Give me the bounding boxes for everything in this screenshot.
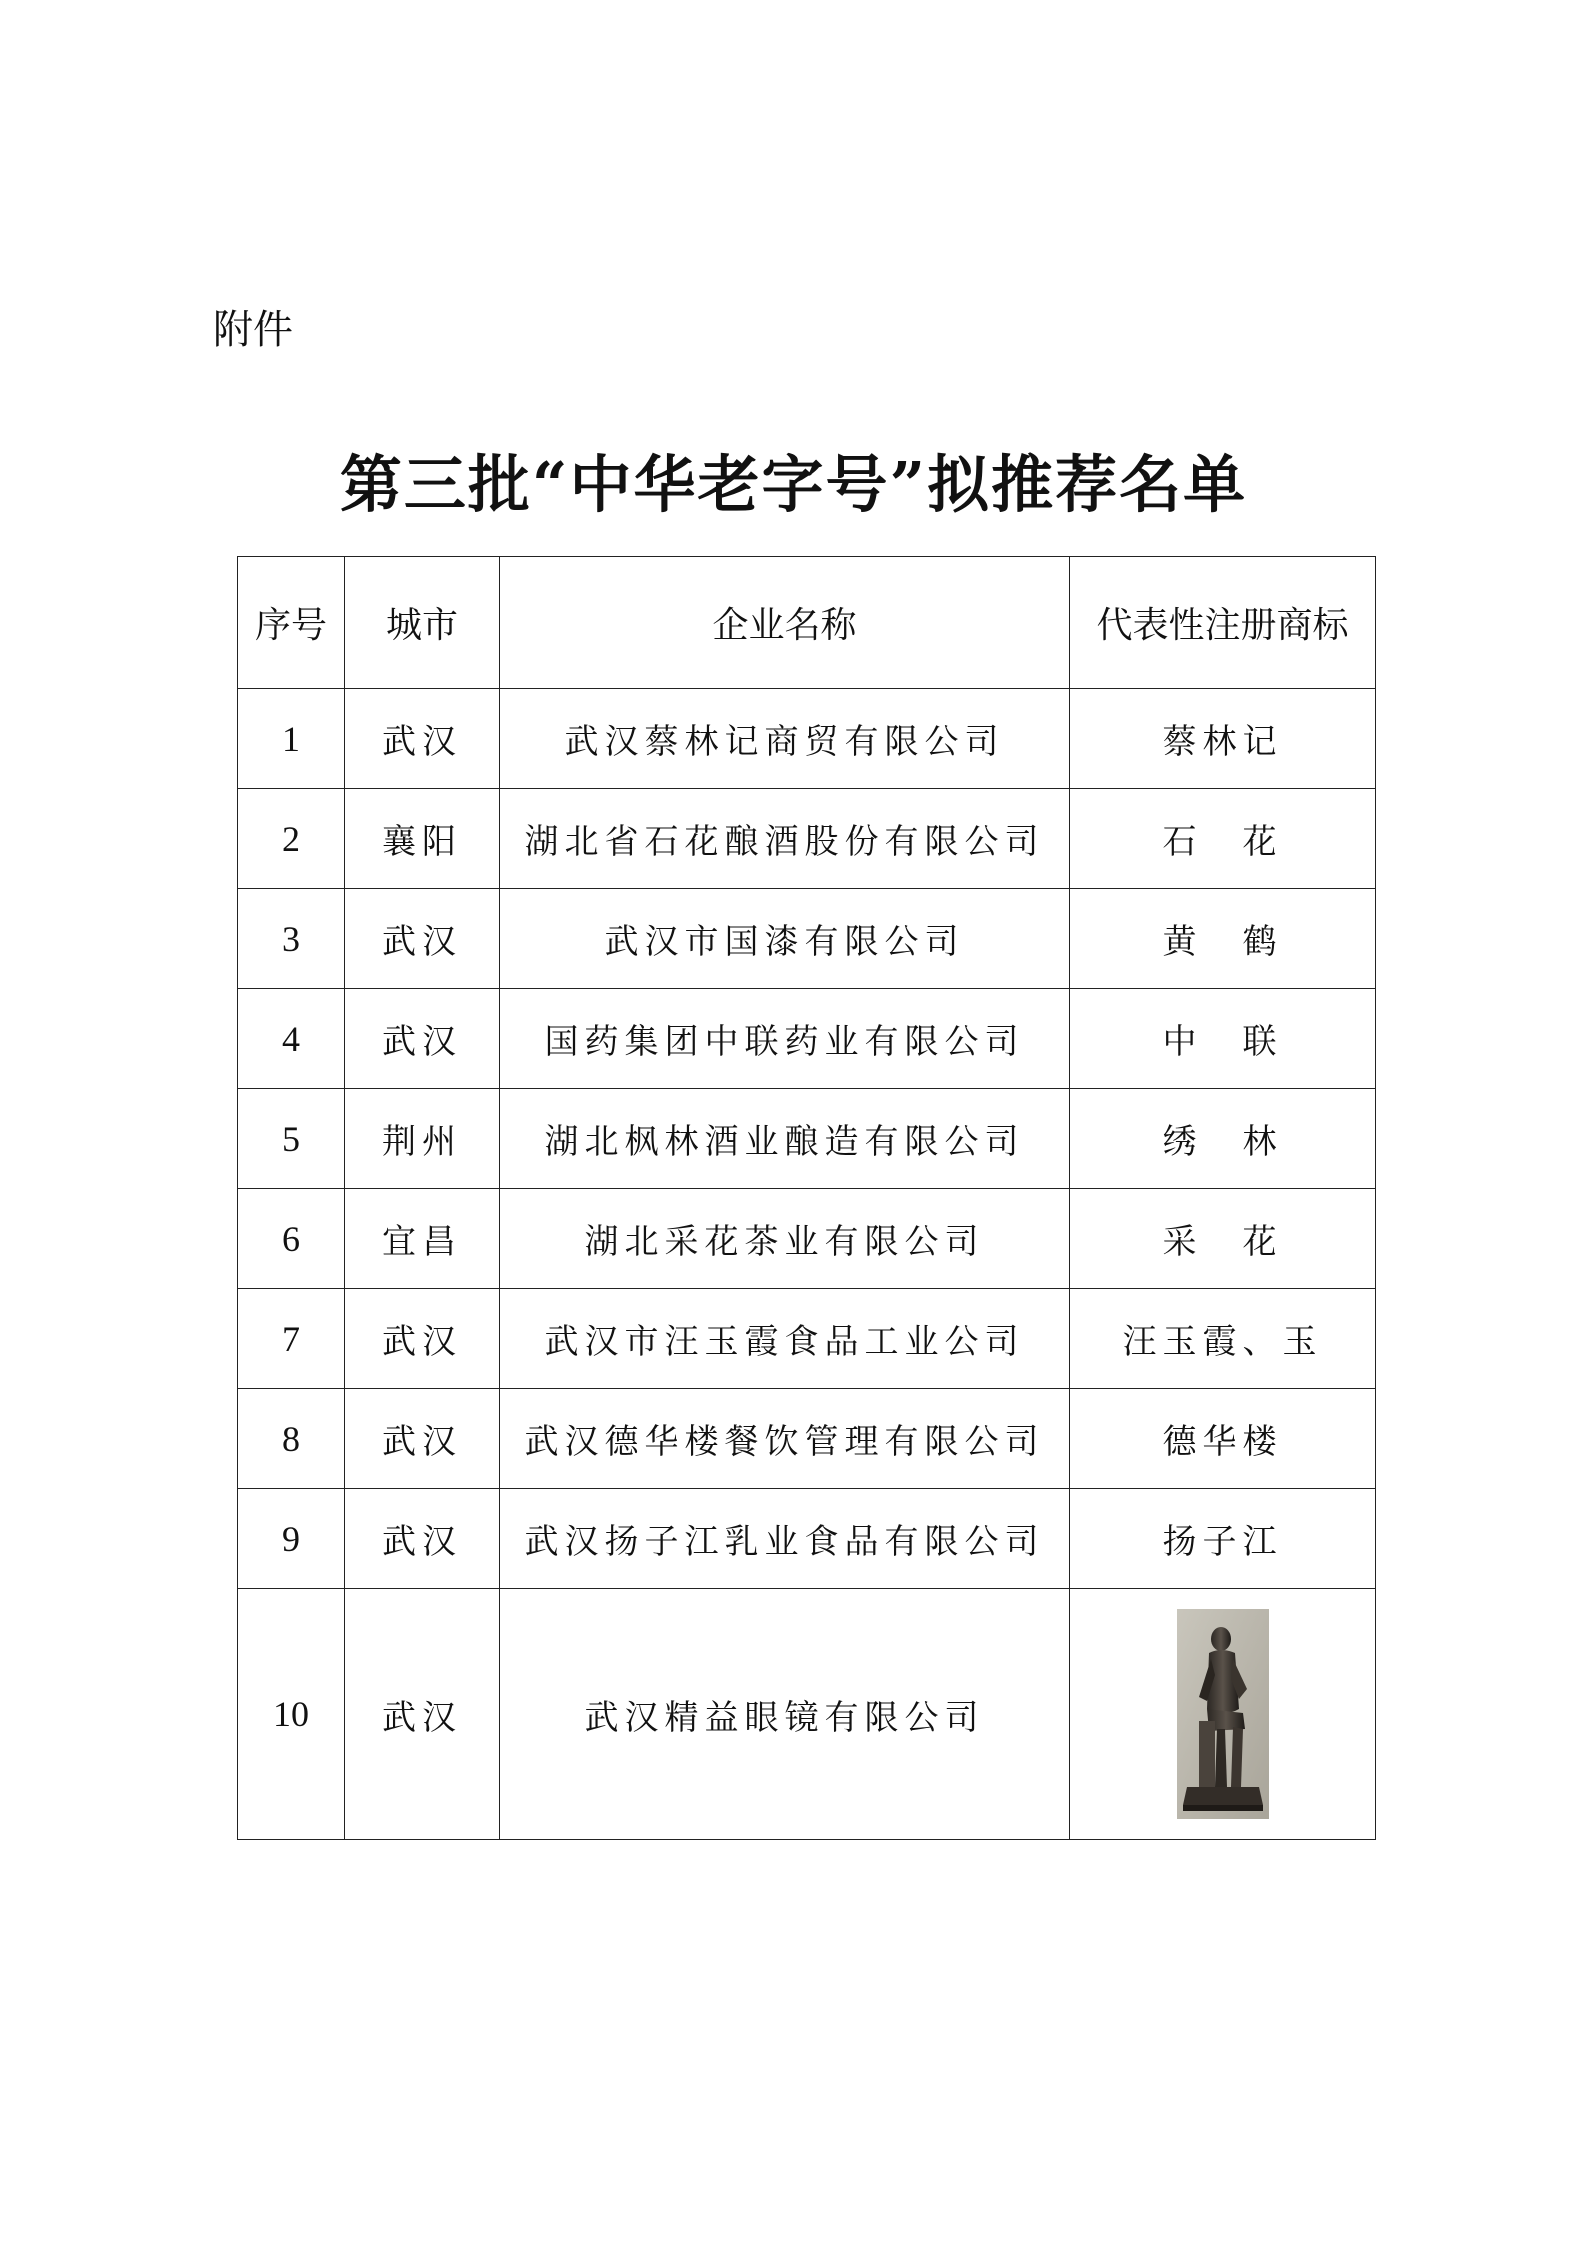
table-row — [238, 1489, 1376, 1589]
row-company: 国药集团中联药业有限公司 — [500, 989, 1070, 1089]
row-company: 武汉蔡林记商贸有限公司 — [500, 689, 1070, 789]
seated-figure-statue-logo-icon — [1177, 1609, 1269, 1819]
header-no: 序号 — [238, 557, 345, 689]
row-city: 武汉 — [345, 1289, 500, 1389]
row-city: 荆州 — [345, 1089, 500, 1189]
row-company: 武汉扬子江乳业食品有限公司 — [500, 1489, 1070, 1589]
table-row — [238, 1289, 1376, 1389]
row-company: 武汉德华楼餐饮管理有限公司 — [500, 1389, 1070, 1489]
document-title: 第三批“中华老字号”拟推荐名单 — [339, 448, 1248, 521]
row-trademark: 蔡林记 — [1070, 689, 1376, 789]
table-row — [238, 1089, 1376, 1189]
row-trademark: 扬子江 — [1070, 1489, 1376, 1589]
table-header-row — [238, 557, 1376, 689]
row-city: 武汉 — [345, 1589, 500, 1840]
row-city: 武汉 — [345, 1489, 500, 1589]
row-city: 武汉 — [345, 1389, 500, 1489]
row-trademark: 汪玉霞、玉 — [1070, 1289, 1376, 1389]
table-row — [238, 1589, 1376, 1840]
row-trademark: 德华楼 — [1070, 1389, 1376, 1489]
row-trademark: 黄 鹤 — [1070, 889, 1376, 989]
row-no: 3 — [238, 889, 345, 989]
row-no: 2 — [238, 789, 345, 889]
table-row — [238, 789, 1376, 889]
row-no: 1 — [238, 689, 345, 789]
row-city: 宜昌 — [345, 1189, 500, 1289]
table-row — [238, 1389, 1376, 1489]
table-row — [238, 889, 1376, 989]
header-company: 企业名称 — [500, 557, 1070, 689]
row-no: 5 — [238, 1089, 345, 1189]
row-no: 4 — [238, 989, 345, 1089]
row-city: 武汉 — [345, 989, 500, 1089]
table-row — [238, 689, 1376, 789]
row-no: 6 — [238, 1189, 345, 1289]
row-trademark-logo — [1070, 1589, 1376, 1840]
row-city: 襄阳 — [345, 789, 500, 889]
row-company: 湖北省石花酿酒股份有限公司 — [500, 789, 1070, 889]
row-trademark: 中 联 — [1070, 989, 1376, 1089]
header-city: 城市 — [345, 557, 500, 689]
attachment-label: 附件 — [213, 307, 293, 353]
row-trademark: 采 花 — [1070, 1189, 1376, 1289]
row-trademark: 石 花 — [1070, 789, 1376, 889]
row-no: 10 — [238, 1589, 345, 1840]
row-company: 湖北采花茶业有限公司 — [500, 1189, 1070, 1289]
row-trademark: 绣 林 — [1070, 1089, 1376, 1189]
row-no: 8 — [238, 1389, 345, 1489]
row-no: 9 — [238, 1489, 345, 1589]
table-row — [238, 989, 1376, 1089]
row-company: 武汉精益眼镜有限公司 — [500, 1589, 1070, 1840]
row-company: 武汉市汪玉霞食品工业公司 — [500, 1289, 1070, 1389]
header-trademark: 代表性注册商标 — [1070, 557, 1376, 689]
row-no: 7 — [238, 1289, 345, 1389]
row-company: 湖北枫林酒业酿造有限公司 — [500, 1089, 1070, 1189]
table-row — [238, 1189, 1376, 1289]
row-city: 武汉 — [345, 889, 500, 989]
row-city: 武汉 — [345, 689, 500, 789]
row-company: 武汉市国漆有限公司 — [500, 889, 1070, 989]
recommendation-table — [237, 556, 1376, 1840]
